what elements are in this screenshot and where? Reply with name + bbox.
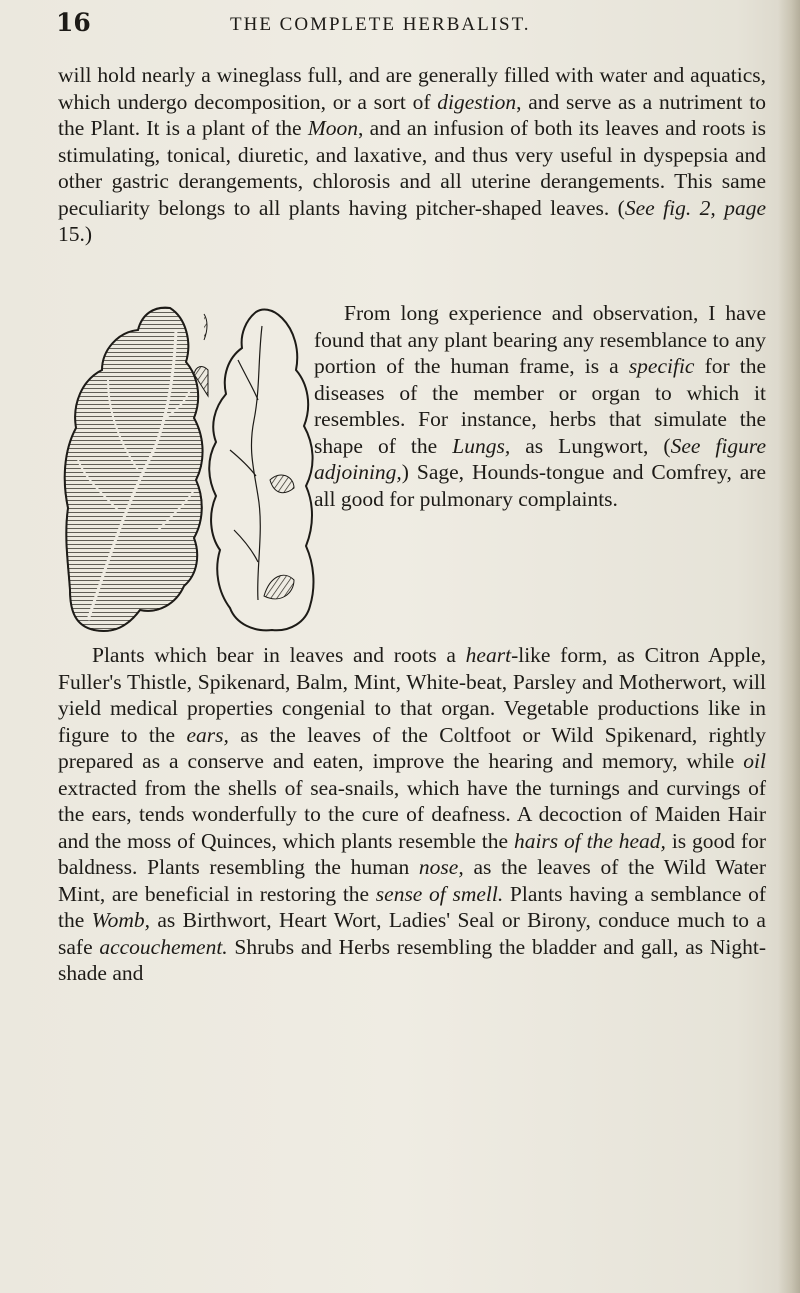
page-edge-shadow [778, 0, 800, 1293]
figure-text-block [58, 300, 766, 640]
italic-span: Moon [307, 116, 358, 140]
italic-span: oil [743, 749, 766, 773]
italic-span: hairs of the head, [513, 828, 666, 853]
text-span: Plants having a semblance of the [58, 881, 766, 932]
text-span: as Birthwort, Heart Wort, Ladies' Seal or Birony, conduce much to a safe [58, 908, 766, 959]
text-span: is good for baldness. Plants resembling the human [58, 828, 766, 879]
text-span: -like form, as Citron Apple, Fuller's Thistle, Spikenard, Balm, Mint, White-beat, Parsley and Motherwort, will yield medical properties congenial to that organ. Vegetable productions like in figure to the [58, 643, 766, 747]
text-span: Plants which bear in leaves and roots a [92, 643, 466, 667]
text-span: ) Sage, Hounds-tongue and Comfrey, are all good for pulmonary complaints. [314, 460, 766, 511]
italic-span: digestion [437, 89, 517, 114]
text-span: extracted from the shells of sea-snails, which have the turnings and curvings of the ears, tends wonderfully to the cure of deafness. A decoction of Maiden Hair and the moss of Quinces, which plants resemble the [58, 775, 766, 853]
italic-span: heart [465, 643, 512, 667]
italic-span: nose, [418, 855, 464, 879]
text-span: , and an infusion of both its leaves and roots is stimulating, tonical, diuretic, and laxative, and thus very useful in dyspepsia and other gastric derangements, chlorosis and all uterine derangements. This same peculiarity belongs to all plants having pitcher-shaped leaves. ( [58, 116, 766, 220]
italic-span: Womb, [91, 908, 150, 932]
text-span: as Lungwort, ( [510, 433, 671, 458]
page-number: 16 [56, 8, 91, 37]
paragraph-1 [58, 62, 766, 248]
lungwort-lung-illustration-icon [58, 300, 320, 634]
text-span: Shrubs and Herbs resembling the bladder and gall, as Night-shade and [58, 934, 766, 985]
italic-span: Lungs, [452, 433, 511, 458]
text-span: From long experience and observation, I have found that any plant bearing any resemblance to any portion of the human frame, is a [314, 301, 766, 378]
text-span: will hold nearly a wineglass full, and are generally filled with water and aquatics, which undergo decomposition, or a sort of [58, 63, 766, 114]
italic-span: See fig. 2, page [624, 195, 767, 220]
paragraph-2 [314, 300, 766, 512]
paragraph-3 [58, 642, 766, 987]
italic-span: accouchement. [99, 934, 228, 959]
italic-span: ears, [186, 722, 229, 747]
text-span: 15.) [58, 222, 93, 246]
text-span: as the leaves of the Coltfoot or Wild Spikenard, rightly prepared as a conserve and eaten, improve the hearing and memory, while [58, 722, 766, 773]
italic-span: See figure adjoining, [314, 433, 766, 484]
running-title: THE COMPLETE HERBALIST. [230, 14, 531, 35]
page-header [0, 8, 800, 48]
italic-span: sense of smell. [375, 881, 504, 906]
italic-span: specific [628, 354, 695, 378]
text-span: for the diseases of the member or organ to which it resembles. For instance, herbs that simulate the shape of the [314, 354, 766, 458]
text-span: , and serve as a nutriment to the Plant. It is a plant of the [58, 89, 766, 140]
text-span: as the leaves of the Wild Water Mint, are beneficial in restoring the [58, 855, 766, 906]
